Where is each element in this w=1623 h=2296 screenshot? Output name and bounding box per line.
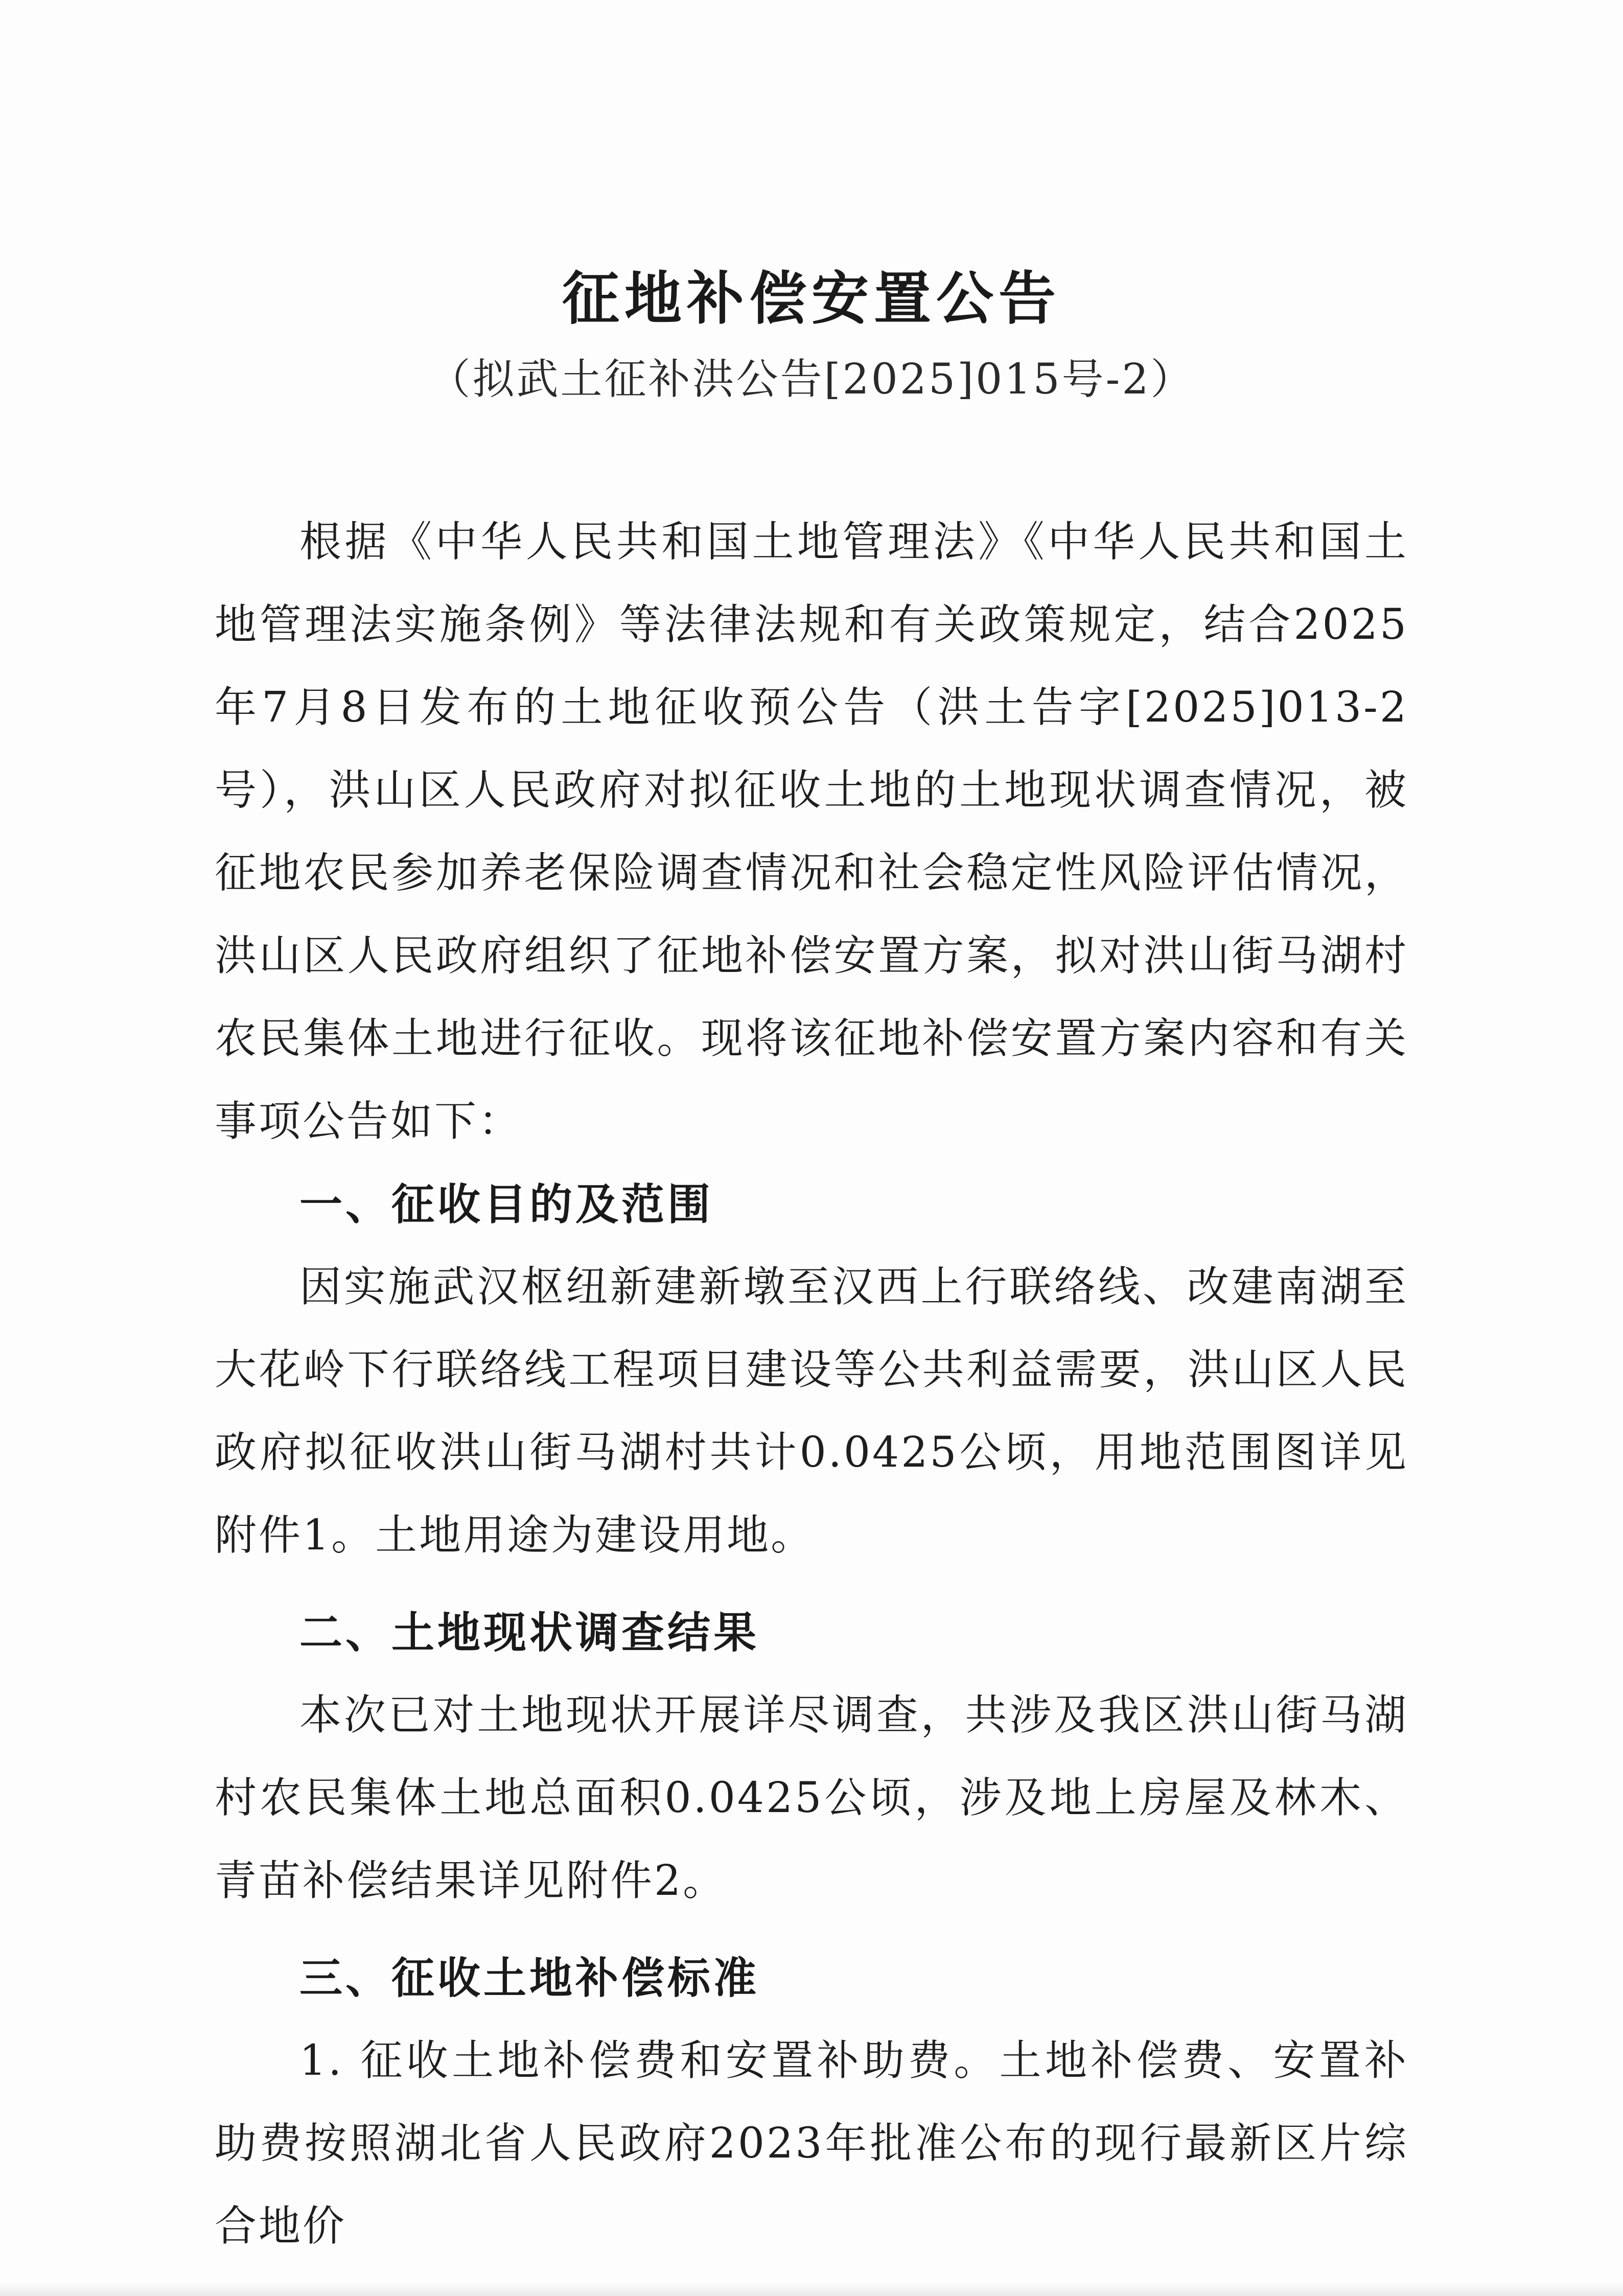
section-heading-2: 二、土地现状调查结果	[299, 1608, 760, 1658]
section-heading-1: 一、征收目的及范围	[299, 1179, 714, 1230]
section-paragraph-2: 本次已对土地现状开展详尽调查，共涉及我区洪山街马湖村农民集体土地总面积0.0425公顷，涉及地上房屋及林木、青苗补偿结果详见附件2。	[215, 1691, 1408, 1905]
section-paragraph-1: 因实施武汉枢纽新建新墩至汉西上行联络线、改建南湖至大花岭下行联络线工程项目建设等公共利益需要，洪山区人民政府拟征收洪山街马湖村共计0.0425公顷，用地范围图详见附件1。土地用途为建设用地。	[215, 1263, 1408, 1560]
section-paragraph-3: 1. 征收土地补偿费和安置补助费。土地补偿费、安置补助费按照湖北省人民政府2023年批准公布的现行最新区片综合地价	[215, 2036, 1408, 2251]
scan-edge	[0, 2283, 1623, 2296]
section-heading-3: 三、征收土地补偿标准	[299, 1953, 760, 2003]
document-body	[215, 501, 1408, 2268]
spacer	[215, 1577, 1408, 1591]
intro-paragraph: 根据《中华人民共和国土地管理法》《中华人民共和国土地管理法实施条例》等法律法规和有关政策规定，结合2025年7月8日发布的土地征收预公告（洪土告字[2025]013-2号），洪山区人民政府对拟征收土地的土地现状调查情况，被征地农民参加养老保险调查情况和社会稳定性风险评估情况，洪山区人民政府组织了征地补偿安置方案，拟对洪山街马湖村农民集体土地进行征收。现将该征地补偿安置方案内容和有关事项公告如下：	[215, 518, 1408, 1146]
document-number: （拟武土征补洪公告[2025]015号-2）	[428, 355, 1195, 404]
document-title: 征地补偿安置公告	[562, 266, 1061, 332]
spacer	[215, 1922, 1408, 1937]
